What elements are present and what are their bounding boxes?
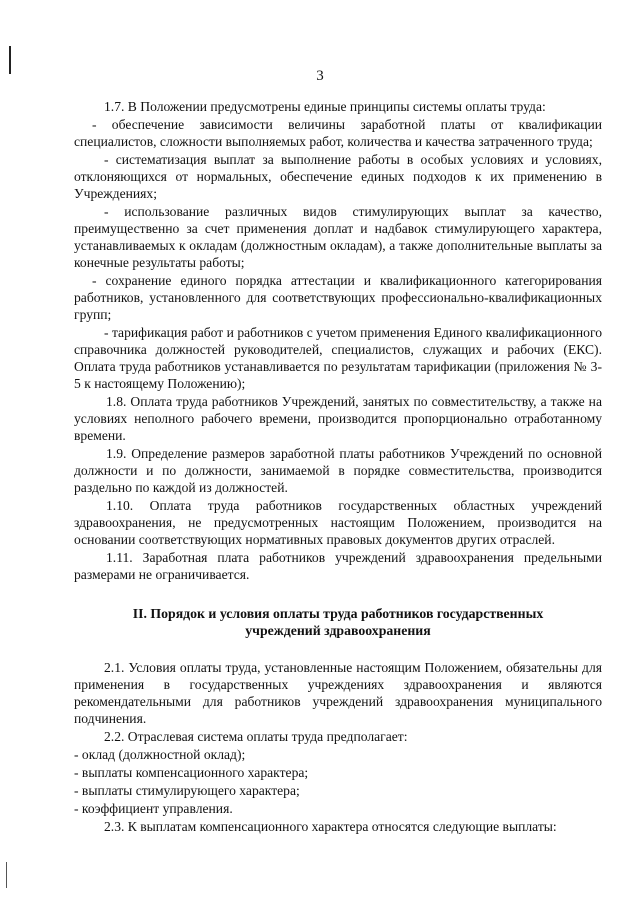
page-number: 3 [316, 68, 324, 84]
bullet-tariffication: - тарификация работ и работников с учетом применения Единого квалификационного справочника должностей руководителей, специалистов, служащих и рабочих (ЕКС). Оплата труда работников устанавливается по результатам тарификации (приложения № 3-5 к настоящему Положению); [74, 325, 602, 391]
document-body [74, 98, 602, 836]
section-2-heading-line2: учреждений здравоохранения [245, 623, 431, 638]
bullet-attestation: - сохранение единого порядка аттестации и квалификационного категорирования работников, установленного для соответствующих профессионально-квалификационных групп; [74, 273, 602, 322]
list-item-management-coefficient: - коэффициент управления. [74, 801, 233, 816]
paragraph-2-2: 2.2. Отраслевая система оплаты труда предполагает: [104, 729, 408, 744]
bullet-salary-dependence: - обеспечение зависимости величины заработной платы от квалификации специалистов, сложности выполняемых работ, количества и качества затраченного труда; [74, 117, 602, 149]
paragraph-1-9: 1.9. Определение размеров заработной платы работников Учреждений по основной должности и по должности, занимаемой в порядке совместительства, производится раздельно по каждой из должностей. [74, 446, 602, 495]
list-item-compensation: - выплаты компенсационного характера; [74, 765, 309, 780]
paragraph-2-1: 2.1. Условия оплаты труда, установленные настоящим Положением, обязательны для применения в государственных учреждениях здравоохранения и являются рекомендательными для работников учреждений здравоохранения муниципального подчинения. [74, 660, 602, 726]
bullet-incentive-payments: - использование различных видов стимулирующих выплат за качество, преимущественно за счет применения доплат и надбавок стимулирующего характера, устанавливаемых к окладам (должностным окладам), а также дополнительные выплаты за конечные результаты работы; [74, 204, 602, 270]
paragraph-1-7: 1.7. В Положении предусмотрены единые принципы системы оплаты труда: [104, 99, 546, 114]
list-item-salary: - оклад (должностной оклад); [74, 747, 246, 762]
paragraph-1-8: 1.8. Оплата труда работников Учреждений, занятых по совместительству, а также на условиях неполного рабочего времени, производится пропорционально отработанному времени. [74, 394, 602, 443]
bullet-systematization: - систематизация выплат за выполнение работы в особых условиях и условиях, отклоняющихся от нормальных, обеспечение единых подходов к их применению в Учреждениях; [74, 152, 602, 201]
section-2-heading [74, 605, 602, 639]
section-2-heading-line1: II. Порядок и условия оплаты труда работников государственных [132, 606, 544, 621]
list-item-incentive: - выплаты стимулирующего характера; [74, 783, 300, 798]
paragraph-1-10: 1.10. Оплата труда работников государственных областных учреждений здравоохранения, не предусмотренных настоящим Положением, производится на основании соответствующих нормативных правовых документов других отраслей. [74, 498, 602, 547]
scan-edge-mark-bottom [6, 862, 7, 888]
paragraph-1-11: 1.11. Заработная плата работников учреждений здравоохранения предельными размерами не ограничивается. [74, 550, 602, 582]
paragraph-2-3: 2.3. К выплатам компенсационного характера относятся следующие выплаты: [104, 819, 557, 834]
